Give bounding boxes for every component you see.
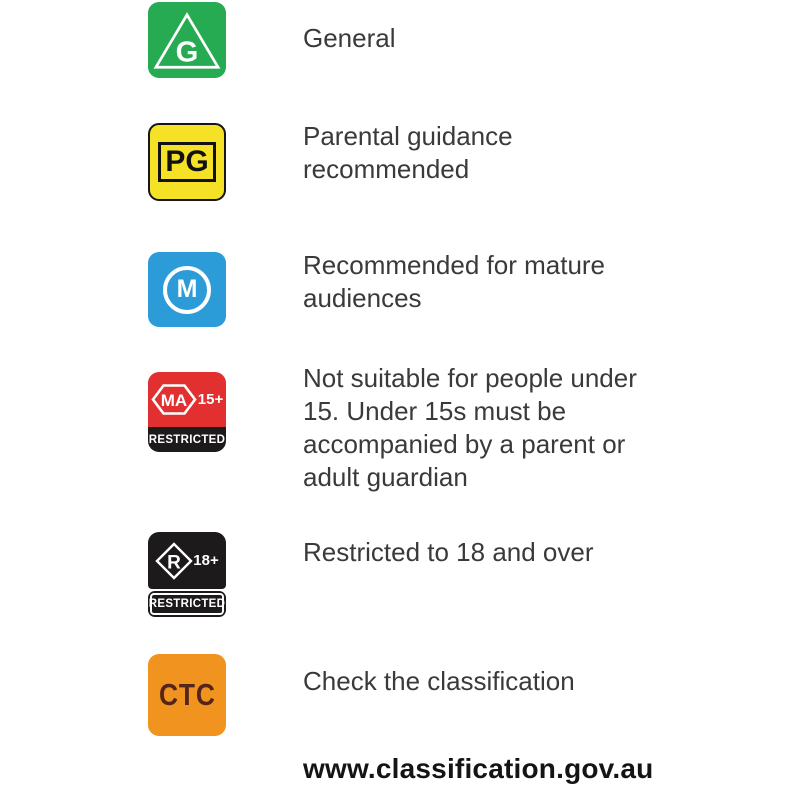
r-badge-letter: R xyxy=(167,552,182,573)
m-badge-letter: M xyxy=(176,275,198,303)
rating-description-ma15: Not suitable for people under 15. Under 15s must be accompanied by a parent or adult guardian xyxy=(303,363,637,492)
ma-badge-letters: MA xyxy=(160,391,187,410)
r18-badge xyxy=(148,532,226,617)
r-restricted-bar xyxy=(148,591,226,617)
rectangle-frame-icon xyxy=(158,142,215,182)
triangle-icon xyxy=(153,10,221,72)
rating-description-ctc: Check the classification xyxy=(303,666,575,696)
circle-icon xyxy=(163,266,211,314)
r-restricted-label: RESTRICTED xyxy=(148,598,226,610)
ctc-badge xyxy=(148,654,226,736)
ma-age-label: 15+ xyxy=(197,391,224,408)
rating-description-m: Recommended for mature audiences xyxy=(303,250,606,313)
r18-badge-top xyxy=(148,532,226,589)
g-badge xyxy=(148,2,226,78)
pg-badge-letters: PG xyxy=(165,145,209,178)
ma-restricted-bar xyxy=(148,427,226,452)
m-badge xyxy=(148,252,226,327)
ma15-badge-top xyxy=(148,372,226,427)
r-age-label: 18+ xyxy=(193,552,219,569)
ma-restricted-label: RESTRICTED xyxy=(148,433,226,446)
diamond-icon xyxy=(155,542,193,580)
ctc-badge-letters: CTC xyxy=(158,677,216,712)
hexagon-icon xyxy=(151,383,197,416)
rating-description-pg: Parental guidance recommended xyxy=(303,121,513,184)
ma15-badge xyxy=(148,372,226,452)
website-url: www.classification.gov.au xyxy=(303,753,654,784)
pg-badge xyxy=(148,123,226,201)
rating-description-r18: Restricted to 18 and over xyxy=(303,537,594,567)
rating-description-general: General xyxy=(303,23,396,53)
g-badge-letter: G xyxy=(175,35,199,68)
